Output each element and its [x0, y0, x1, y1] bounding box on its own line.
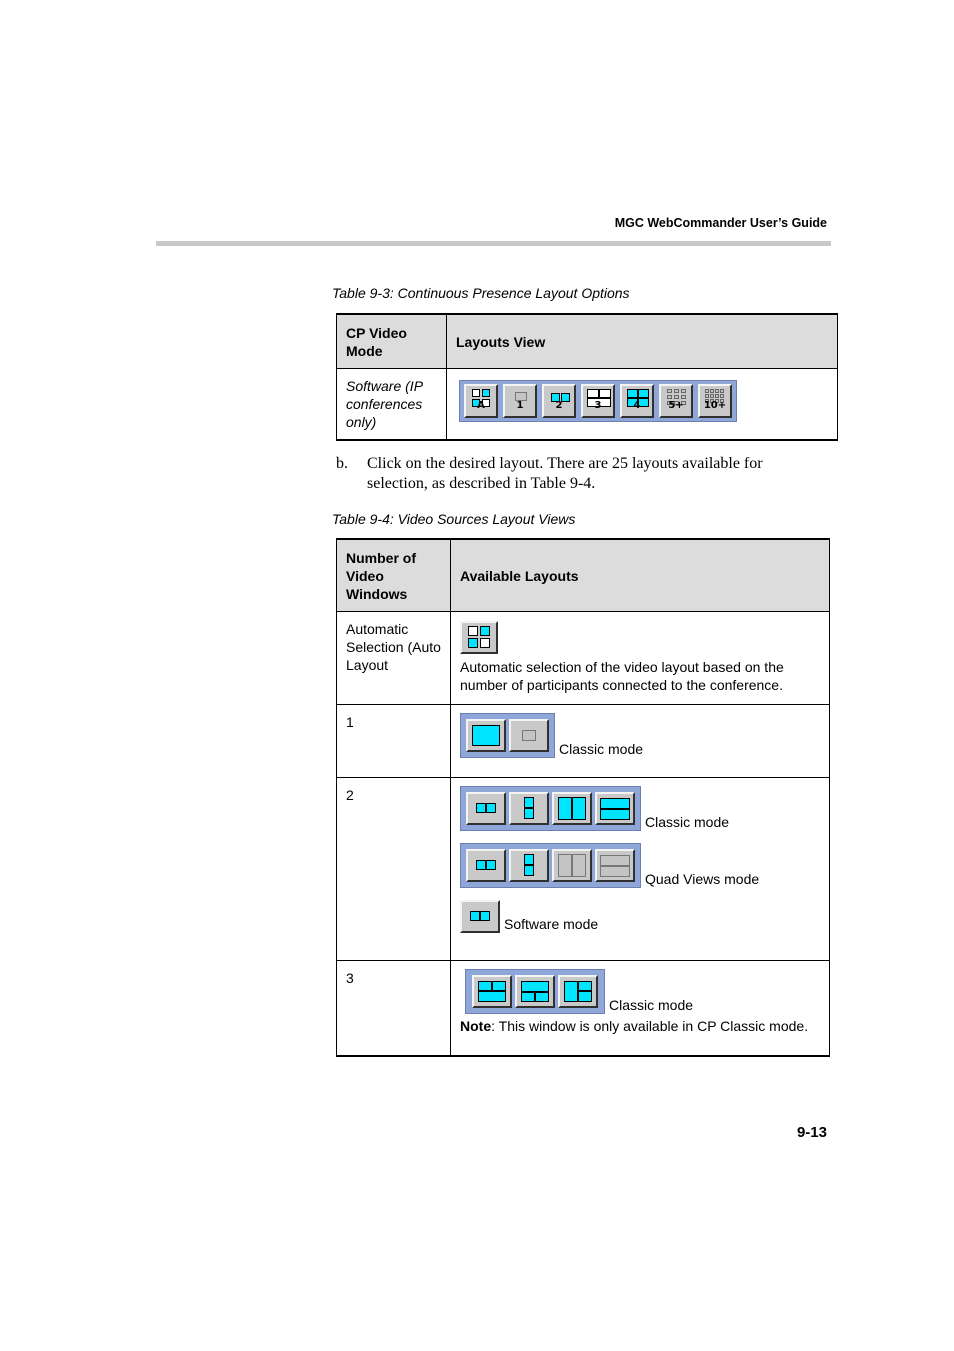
page-number: 9-13	[796, 1124, 827, 1141]
row2-classic-bar	[460, 786, 641, 831]
auto-layout-button[interactable]	[464, 384, 498, 418]
toolbar-label: A	[477, 400, 485, 411]
software-2-side-button[interactable]	[460, 900, 500, 933]
layout-2-stack-button[interactable]	[509, 792, 549, 825]
quad-2-stack-button[interactable]	[509, 849, 549, 882]
layout-1x1-button[interactable]	[466, 719, 506, 752]
table3-mode-cell: Software (IP conferences only)	[337, 369, 447, 441]
layout-2-wide-button[interactable]	[595, 792, 635, 825]
header-rule	[156, 241, 831, 246]
toolbar-label: 2	[555, 400, 563, 411]
row1-classic-bar	[460, 713, 555, 758]
auto-layouts-cell	[451, 612, 830, 705]
layout-5plus-button[interactable]	[659, 384, 693, 418]
row1-mode-label: Classic mode	[559, 741, 644, 757]
quad-2-tall-button[interactable]	[552, 849, 592, 882]
row2-classic-label: Classic mode	[645, 814, 730, 830]
row3-layouts-cell	[451, 961, 830, 1057]
table4-caption: Table 9-4: Video Sources Layout Views	[332, 511, 576, 527]
row2-software-label: Software mode	[504, 916, 599, 932]
quad-2-side-button[interactable]	[466, 849, 506, 882]
auto-label-cell: Automatic Selection (Auto Layout	[337, 612, 451, 705]
layout-10plus-button[interactable]	[698, 384, 732, 418]
layout-3-top-button[interactable]	[472, 975, 512, 1008]
row3-label: 3	[337, 961, 451, 1057]
single-window-small-icon	[522, 730, 536, 741]
quad-2-wide-button[interactable]	[595, 849, 635, 882]
note-label: Note	[460, 1018, 492, 1034]
note-text: : This window is only available in CP Classic mode.	[491, 1018, 809, 1034]
table4-col2-header: Available Layouts	[451, 539, 830, 612]
running-header: MGC WebCommander User’s Guide	[614, 216, 827, 230]
layout-3-button[interactable]	[581, 384, 615, 418]
layout-3-bottom-button[interactable]	[515, 975, 555, 1008]
cp-layout-toolbar	[459, 380, 737, 422]
cp-layout-table	[336, 313, 838, 441]
auto-layout-button[interactable]	[460, 621, 498, 654]
row3-classic-label: Classic mode	[609, 997, 694, 1013]
video-sources-table	[336, 538, 830, 1057]
table3-col1-header: CP Video Mode	[337, 314, 447, 369]
layout-1-button[interactable]	[503, 384, 537, 418]
toolbar-label: 5+	[668, 400, 684, 411]
row1-layouts-cell	[451, 705, 830, 778]
layout-2-side-button[interactable]	[466, 792, 506, 825]
row3-classic-bar	[465, 969, 605, 1014]
step-text: Click on the desired layout. There are 25 layouts available for selection, as described in Table 9-4.	[367, 455, 763, 492]
layout-1x1-alt-button[interactable]	[509, 719, 549, 752]
row1-label: 1	[337, 705, 451, 778]
single-window-icon	[472, 725, 500, 746]
row2-layouts-cell	[451, 778, 830, 961]
toolbar-label: 3	[594, 400, 602, 411]
toolbar-label: 4	[633, 400, 641, 411]
layout-2-button[interactable]	[542, 384, 576, 418]
layout-2-tall-button[interactable]	[552, 792, 592, 825]
table3-layouts-cell	[447, 369, 838, 441]
auto-description: Automatic selection of the video layout based on the number of participants connected to the conference.	[460, 659, 784, 693]
table3-caption: Table 9-3: Continuous Presence Layout Options	[332, 285, 630, 301]
table4-col1-header: Number of Video Windows	[337, 539, 451, 612]
row2-label: 2	[337, 778, 451, 961]
layout-3-right-button[interactable]	[558, 975, 598, 1008]
table3-col2-header: Layouts View	[447, 314, 838, 369]
toolbar-label: 1	[516, 400, 524, 411]
layout-4-button[interactable]	[620, 384, 654, 418]
row2-quad-label: Quad Views mode	[645, 871, 760, 887]
row2-quad-bar	[460, 843, 641, 888]
row3-note	[460, 1017, 820, 1035]
toolbar-label: 10+	[703, 400, 727, 411]
step-letter: b.	[336, 455, 348, 472]
